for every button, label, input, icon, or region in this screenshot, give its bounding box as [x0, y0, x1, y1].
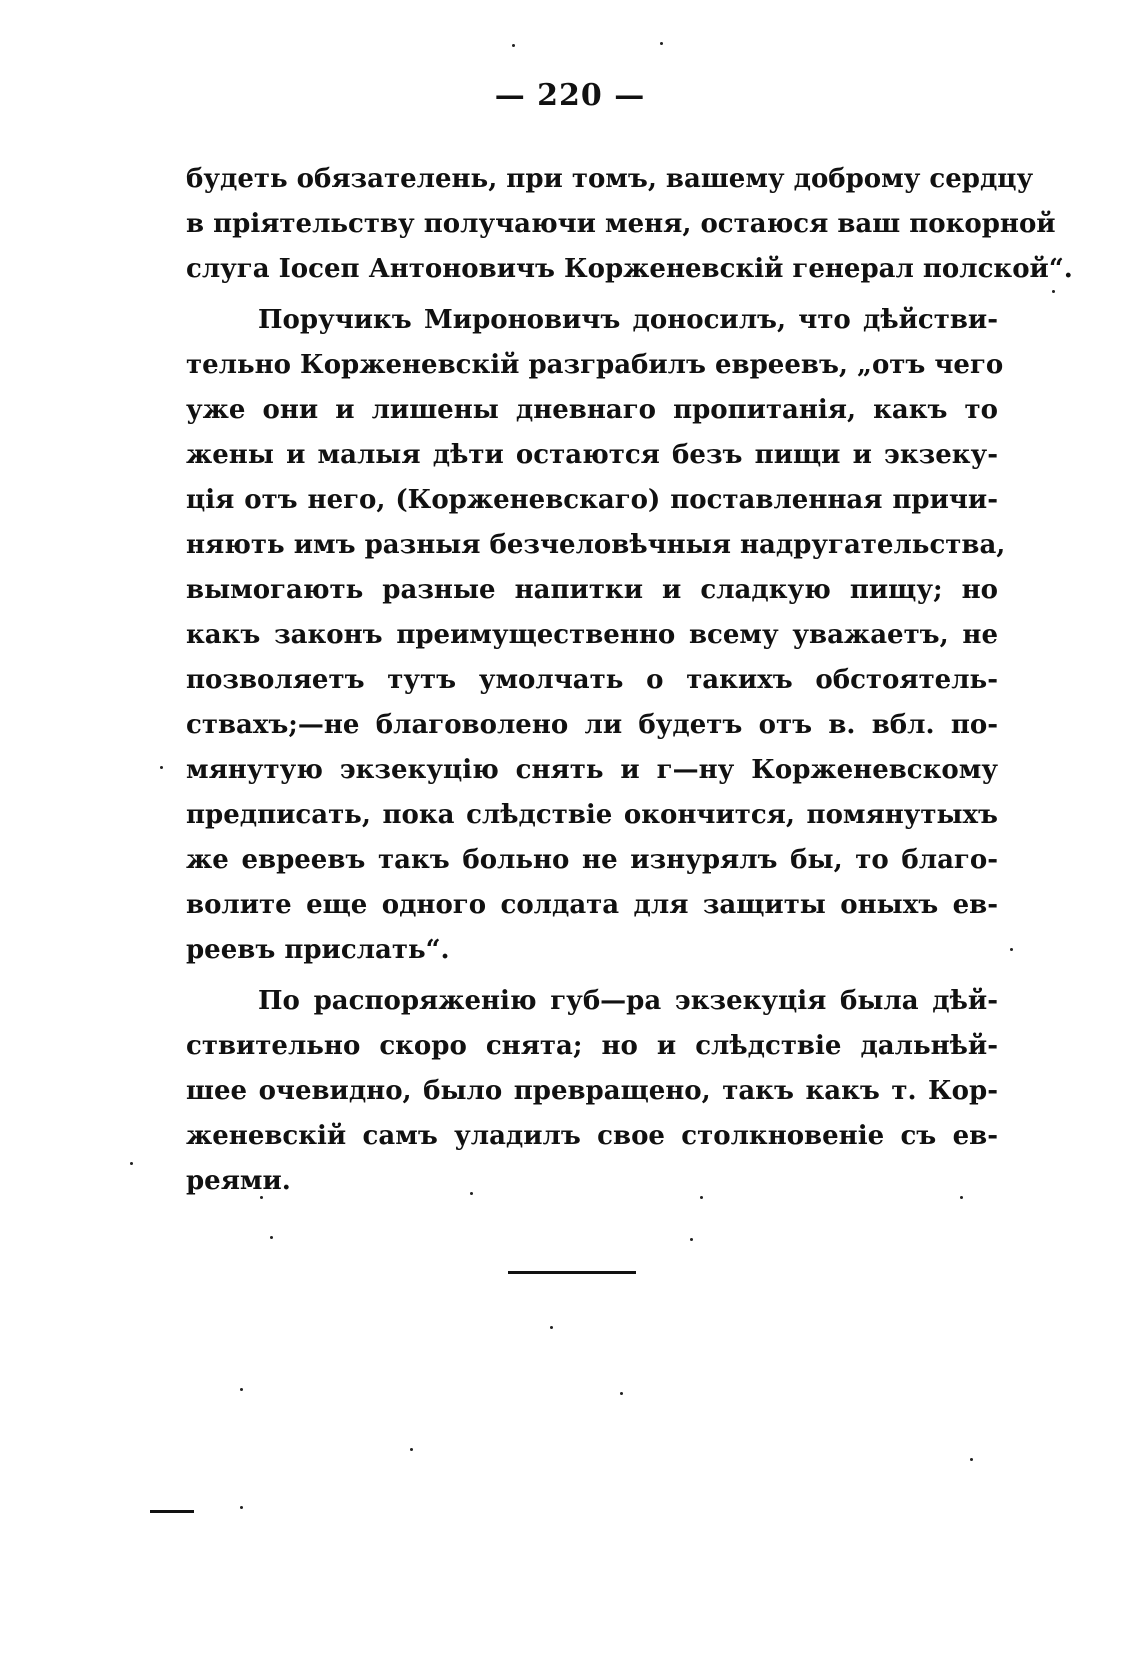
scan-speck	[620, 1392, 623, 1395]
scan-speck	[960, 1196, 963, 1199]
scan-speck	[240, 1388, 243, 1391]
scan-speck	[410, 1448, 413, 1451]
scan-speck	[1052, 290, 1055, 293]
scan-speck	[690, 1238, 693, 1241]
scan-speck	[270, 1236, 273, 1239]
text-line: реями.	[186, 1166, 291, 1196]
scan-speck	[700, 1196, 703, 1199]
text-line: позволяетъ тутъ умолчать о такихъ обстоятель-	[186, 665, 998, 695]
text-line: жены и малыя дѣти остаются безъ пищи и экзеку-	[186, 440, 998, 470]
text-line: же евреевъ такъ больно не изнурялъ бы, то благо-	[186, 845, 998, 875]
scan-speck	[260, 1196, 263, 1199]
paragraph-report	[186, 298, 1006, 973]
text-line: слуга Іосеп Антоновичъ Корженевскій генерал полской“.	[186, 254, 1073, 284]
page-number: — 220 —	[494, 78, 646, 113]
scan-speck	[1010, 948, 1013, 951]
scan-speck	[130, 1162, 133, 1165]
scan-speck	[660, 42, 663, 45]
text-line: реевъ прислать“.	[186, 935, 450, 965]
text-line: тельно Корженевскій разграбилъ евреевъ, „отъ чего	[186, 350, 1004, 380]
text-line: предписать, пока слѣдствіе окончится, помянутыхъ	[186, 800, 998, 830]
text-line: ствахъ;—не благоволено ли будетъ отъ в. вбл. по-	[186, 710, 998, 740]
scan-speck	[512, 44, 515, 47]
text-line: По распоряженію губ—ра экзекуція была дѣй-	[258, 986, 998, 1016]
text-line: ствительно скоро снята; но и слѣдствіе дальнѣй-	[186, 1031, 998, 1061]
text-line: волите еще одного солдата для защиты оныхъ ев-	[186, 890, 998, 920]
text-line: Поручикъ Мироновичъ доносилъ, что дѣйстви-	[258, 305, 998, 335]
text-line: ція отъ него, (Корженевскаго) поставленная причи-	[186, 485, 998, 515]
scan-speck	[470, 1192, 473, 1195]
text-line: какъ законъ преимущественно всему уважаетъ, не	[186, 620, 998, 650]
body-text	[186, 157, 1073, 1204]
text-line: мянутую экзекуцію снять и г—ну Корженевскому	[186, 755, 998, 785]
text-line: в пріятельству получаючи меня, остаюся ваш покорной	[186, 209, 1056, 239]
text-line: уже они и лишены дневнаго пропитанія, какъ то	[186, 395, 998, 425]
margin-mark	[150, 1510, 194, 1513]
paragraph-letter-ending	[186, 157, 1073, 292]
text-line: женевскій самъ уладилъ свое столкновеніе съ ев-	[186, 1121, 998, 1151]
text-line: будеть обязателень, при томъ, вашему доброму сердцу	[186, 164, 1034, 194]
text-line: вымогають разные напитки и сладкую пищу; но	[186, 575, 998, 605]
paragraph-outcome	[186, 979, 998, 1204]
scan-speck	[970, 1458, 973, 1461]
scan-speck	[160, 766, 163, 769]
scan-speck	[550, 1326, 553, 1329]
section-end-rule	[508, 1271, 636, 1274]
scan-speck	[240, 1506, 243, 1509]
text-line: няють имъ разныя безчеловѣчныя надругательства,	[186, 530, 1006, 560]
text-line: шее очевидно, было превращено, такъ какъ т. Кор-	[186, 1076, 998, 1106]
